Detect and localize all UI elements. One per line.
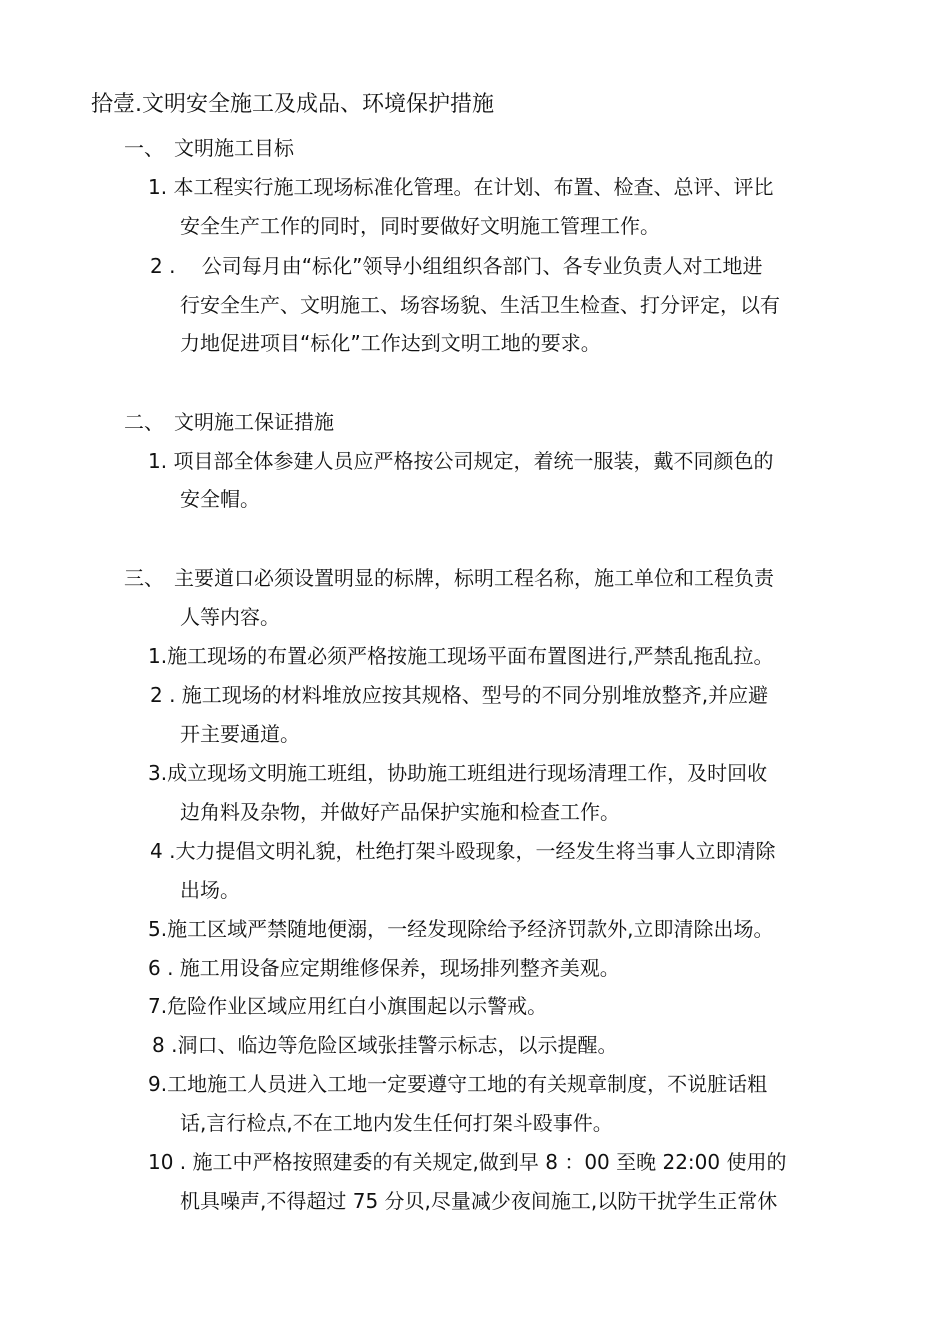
section-heading-continuation: 人等内容。	[180, 605, 280, 629]
list-item: 2 . 施工现场的材料堆放应按其规格、型号的不同分别堆放整齐,并应避	[150, 683, 769, 707]
list-item: 8 .洞口、临边等危险区域张挂警示标志，以示提醒。	[152, 1033, 618, 1057]
list-item: 7.危险作业区域应用红白小旗围起以示警戒。	[148, 994, 548, 1018]
list-item: 1.施工现场的布置必须严格按施工现场平面布置图进行,严禁乱拖乱拉。	[148, 644, 774, 668]
list-item-continuation: 安全生产工作的同时，同时要做好文明施工管理工作。	[180, 214, 660, 238]
list-item: 2 . 公司每月由“标化”领导小组组织各部门、各专业负责人对工地进	[150, 254, 763, 278]
section-heading: 二、 文明施工保证措施	[124, 410, 334, 434]
document-title: 拾壹.文明安全施工及成品、环境保护措施	[91, 92, 494, 117]
list-item: 1. 本工程实行施工现场标准化管理。在计划、布置、检查、总评、评比	[148, 175, 774, 199]
list-item: 1. 项目部全体参建人员应严格按公司规定，着统一服装，戴不同颜色的	[148, 449, 774, 473]
list-item: 3.成立现场文明施工班组，协助施工班组进行现场清理工作，及时回收	[148, 761, 768, 785]
list-item: 10 . 施工中严格按照建委的有关规定,做到早 8 ：00 至晚 22:00 使用的	[148, 1150, 787, 1174]
list-item: 9.工地施工人员进入工地一定要遵守工地的有关规章制度，不说脏话粗	[148, 1072, 768, 1096]
section-heading: 三、 主要道口必须设置明显的标牌，标明工程名称，施工单位和工程负责	[124, 566, 774, 590]
list-item-continuation: 行安全生产、文明施工、场容场貌、生活卫生检查、打分评定，以有	[180, 293, 780, 317]
list-item-continuation: 话,言行检点,不在工地内发生任何打架斗殴事件。	[180, 1111, 613, 1135]
list-item: 6 . 施工用设备应定期维修保养，现场排列整齐美观。	[148, 956, 620, 980]
list-item-continuation: 机具噪声,不得超过 75 分贝,尽量减少夜间施工,以防干扰学生正常休	[180, 1189, 778, 1213]
list-item-continuation: 出场。	[180, 878, 240, 902]
section-heading: 一、 文明施工目标	[124, 136, 294, 160]
list-item-continuation: 力地促进项目“标化”工作达到文明工地的要求。	[180, 331, 601, 355]
list-item-continuation: 开主要通道。	[180, 722, 300, 746]
list-item-continuation: 边角料及杂物，并做好产品保护实施和检查工作。	[180, 800, 620, 824]
list-item-continuation: 安全帽。	[180, 487, 260, 511]
list-item: 5.施工区域严禁随地便溺，一经发现除给予经济罚款外,立即清除出场。	[148, 917, 774, 941]
list-item: 4 .大力提倡文明礼貌，杜绝打架斗殴现象，一经发生将当事人立即清除	[150, 839, 776, 863]
